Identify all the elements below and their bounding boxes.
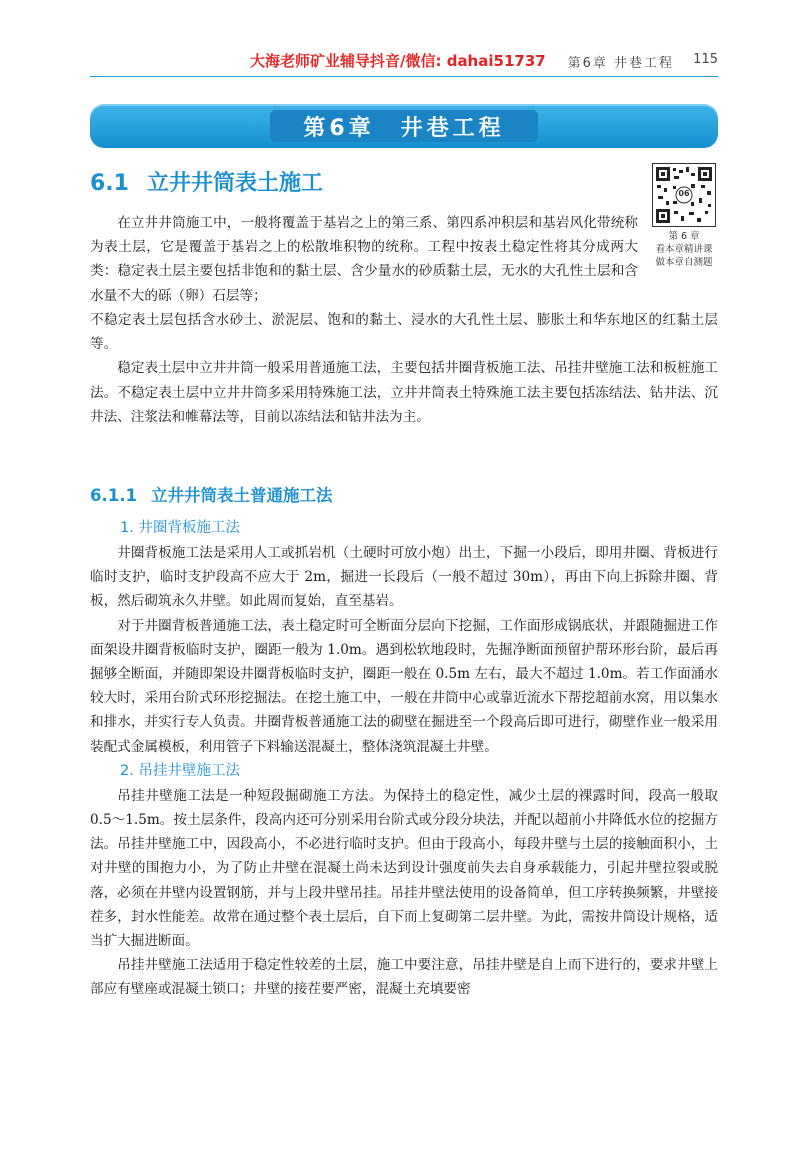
subsection-title: 立井井筒表土普通施工法	[150, 486, 333, 505]
method2-heading: 2. 吊挂井壁施工法	[120, 762, 240, 779]
running-title: 第6章 井巷工程	[567, 56, 674, 71]
method2-p2: 吊挂井壁施工法适用于稳定性较差的土层，施工中要注意，吊挂井壁是自上而下进行的，要求井壁上部应有壁座或混凝土锁口；井壁的接茬要严密，混凝土充填要密	[90, 957, 718, 998]
qr-code-icon[interactable]	[652, 163, 716, 227]
intro-paragraph-1a	[90, 211, 638, 308]
section-title: 立井井筒表土施工	[146, 171, 323, 196]
intro-p1-part2: 不稳定表土层包括含水砂土、淤泥层、饱和的黏土、浸水的大孔性土层、膨胀土和华东地区的红黏土层等。	[90, 312, 718, 353]
qr-caption-line2: 看本章精讲课	[655, 244, 713, 255]
qr-caption-line1: 第 6 章	[668, 231, 700, 242]
method1-p1: 井圈背板施工法是采用人工或抓岩机（土硬时可放小炮）出土，下掘一小段后，即用井圈、背板进行临时支护，临时支护段高不应大于 2m，掘进一长段后（一般不超过 30m），再由下向上拆除井圈、背板，然后砌筑永久井壁。如此周而复始，直至基岩。	[90, 545, 718, 610]
qr-code-block[interactable]	[648, 163, 720, 269]
method2-p1: 吊挂井壁施工法是一种短段掘砌施工方法。为保持土的稳定性，减少土层的裸露时间，段高一般取 0.5～1.5m。按土层条件，段高内还可分别采用台阶式或分段分块法，并配以超前小井降低水位的挖掘方法。吊挂井壁施工中，因段高小，不必进行临时支护。但由于段高小，每段井壁与土层的接触面积小，土对井壁的围抱力小，为了防止井壁在混凝土尚未达到设计强度前失去自身承载能力，引起井壁拉裂或脱落，必须在井壁内设置钢筋，并与上段井壁吊挂。吊挂井壁法使用的设备简单，但工序转换频繁，井壁接茬多，封水性能差。故常在通过整个表土层后，自下而上复砌第二层井壁。为此，需按井筒设计规格，适当扩大掘进断面。	[90, 787, 718, 950]
intro-p2: 稳定表土层中立井井筒一般采用普通施工法，主要包括井圈背板施工法、吊挂井壁施工法和板桩施工法。不稳定表土层中立井井筒多采用特殊施工法，立井井筒表土特殊施工法主要包括冻结法、钻井法、沉井法、注浆法和帷幕法等，目前以冻结法和钻井法为主。	[90, 360, 718, 425]
section-heading	[90, 166, 323, 197]
subsection-number: 6.1.1	[90, 486, 137, 505]
section-number: 6.1	[90, 171, 129, 196]
qr-caption	[648, 230, 720, 269]
page-number: 115	[693, 52, 718, 67]
subsection-heading	[90, 482, 332, 506]
qr-badge: 06	[678, 189, 690, 198]
watermark-text: 大海老师矿业辅导抖音/微信: dahai51737	[250, 52, 546, 70]
method-sections	[90, 516, 718, 1002]
chapter-title: 第6章 井巷工程	[303, 115, 505, 141]
method1-p2: 对于井圈背板普通施工法，表土稳定时可全断面分层向下挖掘，工作面形成锅底状，并跟随掘进工作面架设井圈背板临时支护，圈距一般为 1.0m。遇到松软地段时，先掘净断面预留护帮环形台阶，最后再掘够全断面，并随即架设井圈背板临时支护，圈距一般在 0.5m 左右，最大不超过 1.0m。若工作面涌水较大时，采用台阶式环形挖掘法。在挖土施工中，一般在井筒中心或靠近流水下帮挖超前水窝，用以集水和排水，并实行专人负责。井圈背板普通施工法的砌壁在掘进至一个段高后即可进行，砌壁作业一般采用装配式金属模板，利用管子下料输送混凝土，整体浇筑混凝土井壁。	[90, 617, 718, 755]
chapter-banner	[90, 104, 718, 148]
page-header	[90, 46, 718, 77]
method1-heading: 1. 井圈背板施工法	[120, 520, 240, 536]
qr-caption-line3: 做本章自测题	[655, 257, 713, 268]
intro-paragraph-1b	[90, 308, 718, 429]
intro-p1-part1: 在立井井筒施工中，一般将覆盖于基岩之上的第三系、第四系冲积层和基岩风化带统称为表土层，它是覆盖于基岩之上的松散堆积物的统称。工程中按表土稳定性将其分成两大类：稳定表土层主要包括非饱和的黏土层、含少量水的砂质黏土层，无水的大孔性土层和含水量不大的砾（卵）石层等；	[90, 215, 638, 304]
